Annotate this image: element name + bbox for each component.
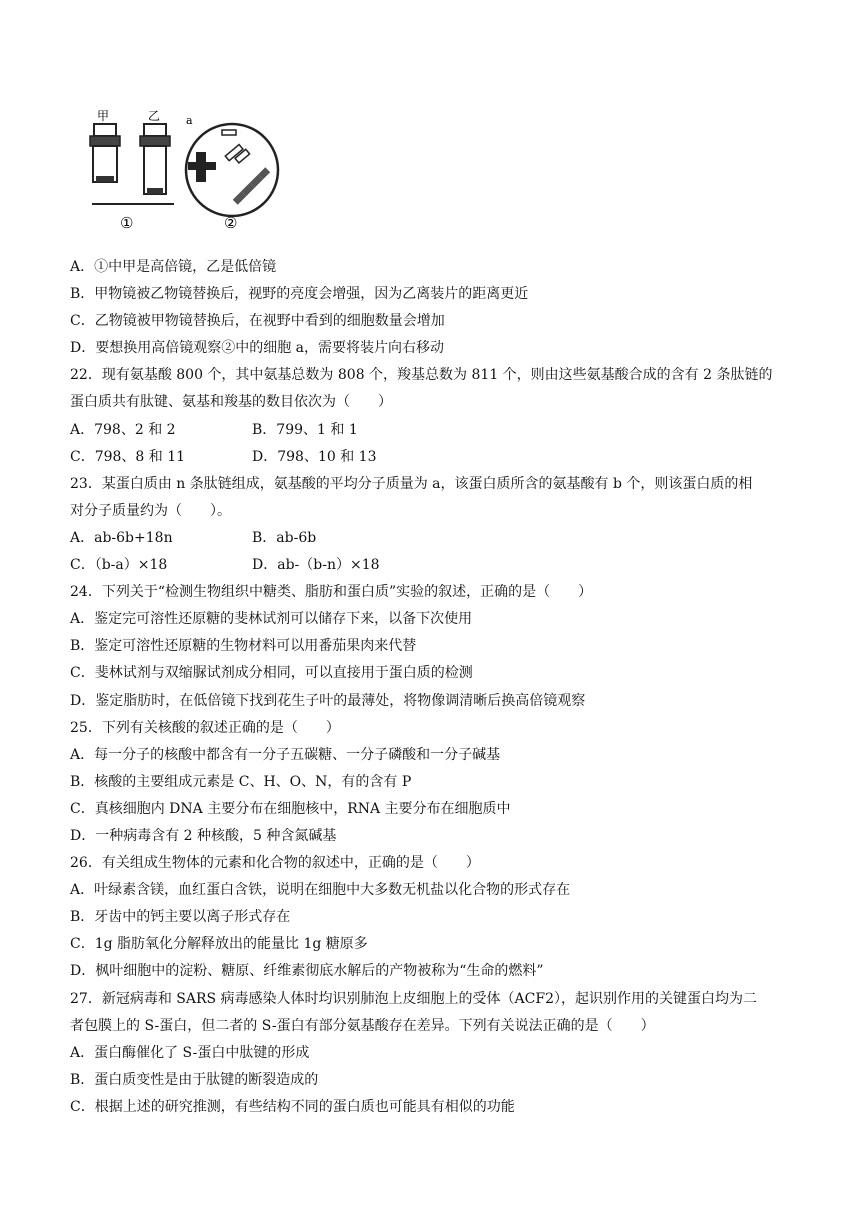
text-line: 蛋白质共有肽键、氨基和羧基的数目依次为（ ）	[70, 394, 392, 411]
text-line: 对分子质量约为（ ）。	[70, 502, 231, 519]
label-jia: 甲	[97, 109, 110, 123]
text-line: C．1g 脂肪氧化分解释放出的能量比 1g 糖原多	[70, 936, 368, 953]
option-row	[70, 417, 810, 444]
text-line: C．斐林试剂与双缩脲试剂成分相同，可以直接用于蛋白质的检测	[70, 665, 473, 682]
text-line: B．鉴定可溶性还原糖的生物材料可以用番茄果肉来代替	[70, 638, 417, 655]
option-c: C．（b-a）×18	[70, 557, 168, 574]
microscope-figure	[84, 104, 284, 244]
text-line: 27．新冠病毒和 SARS 病毒感染人体时均识别肺泡上皮细胞上的受体（ACF2），起识别作用的关键蛋白均为二	[70, 990, 757, 1007]
option-d: D．ab-（b-n）×18	[252, 557, 380, 574]
option-row	[70, 552, 810, 579]
text-line: C．乙物镜被甲物镜替换后，在视野中看到的细胞数量会增加	[70, 313, 445, 330]
objective-jia-icon	[90, 124, 120, 182]
text-line: 24．下列关于“检测生物组织中糖类、脂肪和蛋白质”实验的叙述，正确的是（ ）	[70, 584, 593, 601]
text-line: 22．现有氨基酸 800 个，其中氨基总数为 808 个，羧基总数为 811 个，则由这些氨基酸合成的含有 2 条肽链的	[70, 367, 773, 384]
text-line: B．甲物镜被乙物镜替换后，视野的亮度会增强，因为乙离装片的距离更近	[70, 286, 529, 303]
text-line: C．真核细胞内 DNA 主要分布在细胞核中，RNA 主要分布在细胞质中	[70, 800, 511, 817]
label-2: ②	[224, 214, 238, 232]
option-b: B．ab-6b	[252, 529, 317, 546]
text-line: A．叶绿素含镁，血红蛋白含铁，说明在细胞中大多数无机盐以化合物的形式存在	[70, 882, 571, 899]
option-d: D．798、10 和 13	[252, 448, 377, 465]
text-line: A．①中甲是高倍镜，乙是低倍镜	[70, 259, 277, 275]
text-line: B．核酸的主要组成元素是 C、H、O、N，有的含有 P	[70, 773, 412, 790]
text-line: A．蛋白酶催化了 S-蛋白中肽键的形成	[70, 1044, 310, 1061]
text-line: A．每一分子的核酸中都含有一分子五碳糖、一分子磷酸和一分子碱基	[70, 746, 501, 763]
option-a: A．798、2 和 2	[70, 421, 176, 438]
option-a: A．ab-6b+18n	[70, 529, 173, 546]
text-line: B．蛋白质变性是由于肽键的断裂造成的	[70, 1071, 319, 1088]
text-line: 者包膜上的 S-蛋白，但二者的 S-蛋白有部分氨基酸存在差异。下列有关说法正确的是（ ）	[70, 1017, 655, 1034]
text-line: D．一种病毒含有 2 种核酸，5 种含氮碱基	[70, 827, 337, 844]
option-b: B．799、1 和 1	[252, 421, 358, 438]
option-row	[70, 444, 810, 471]
objective-yi-icon	[140, 124, 170, 194]
text-line: D．要想换用高倍镜观察②中的细胞 a，需要将装片向右移动	[70, 340, 445, 357]
text-line: D．枫叶细胞中的淀粉、糖原、纤维素彻底水解后的产物被称为“生命的燃料”	[70, 963, 544, 980]
text-line: 26．有关组成生物体的元素和化合物的叙述中，正确的是（ ）	[70, 855, 480, 872]
question-text	[70, 254, 810, 1121]
text-line: A．鉴定完可溶性还原糖的斐林试剂可以储存下来，以备下次使用	[70, 611, 473, 628]
text-line: 25．下列有关核酸的叙述正确的是（ ）	[70, 719, 340, 736]
option-row	[70, 525, 810, 552]
text-line: C．根据上述的研究推测，有些结构不同的蛋白质也可能具有相似的功能	[70, 1098, 515, 1115]
text-line: 23．某蛋白质由 n 条肽链组成，氨基酸的平均分子质量为 a，该蛋白质所含的氨基酸有 b 个，则该蛋白质的相	[70, 475, 753, 492]
label-yi: 乙	[148, 109, 161, 123]
label-1: ①	[120, 214, 134, 232]
option-c: C．798、8 和 11	[70, 448, 186, 465]
text-line: B．牙齿中的钙主要以离子形式存在	[70, 909, 291, 926]
label-a: a	[186, 114, 193, 127]
text-line: D．鉴定脂肪时，在低倍镜下找到花生子叶的最薄处，将物像调清晰后换高倍镜观察	[70, 692, 586, 709]
field-of-view-icon	[186, 124, 278, 216]
